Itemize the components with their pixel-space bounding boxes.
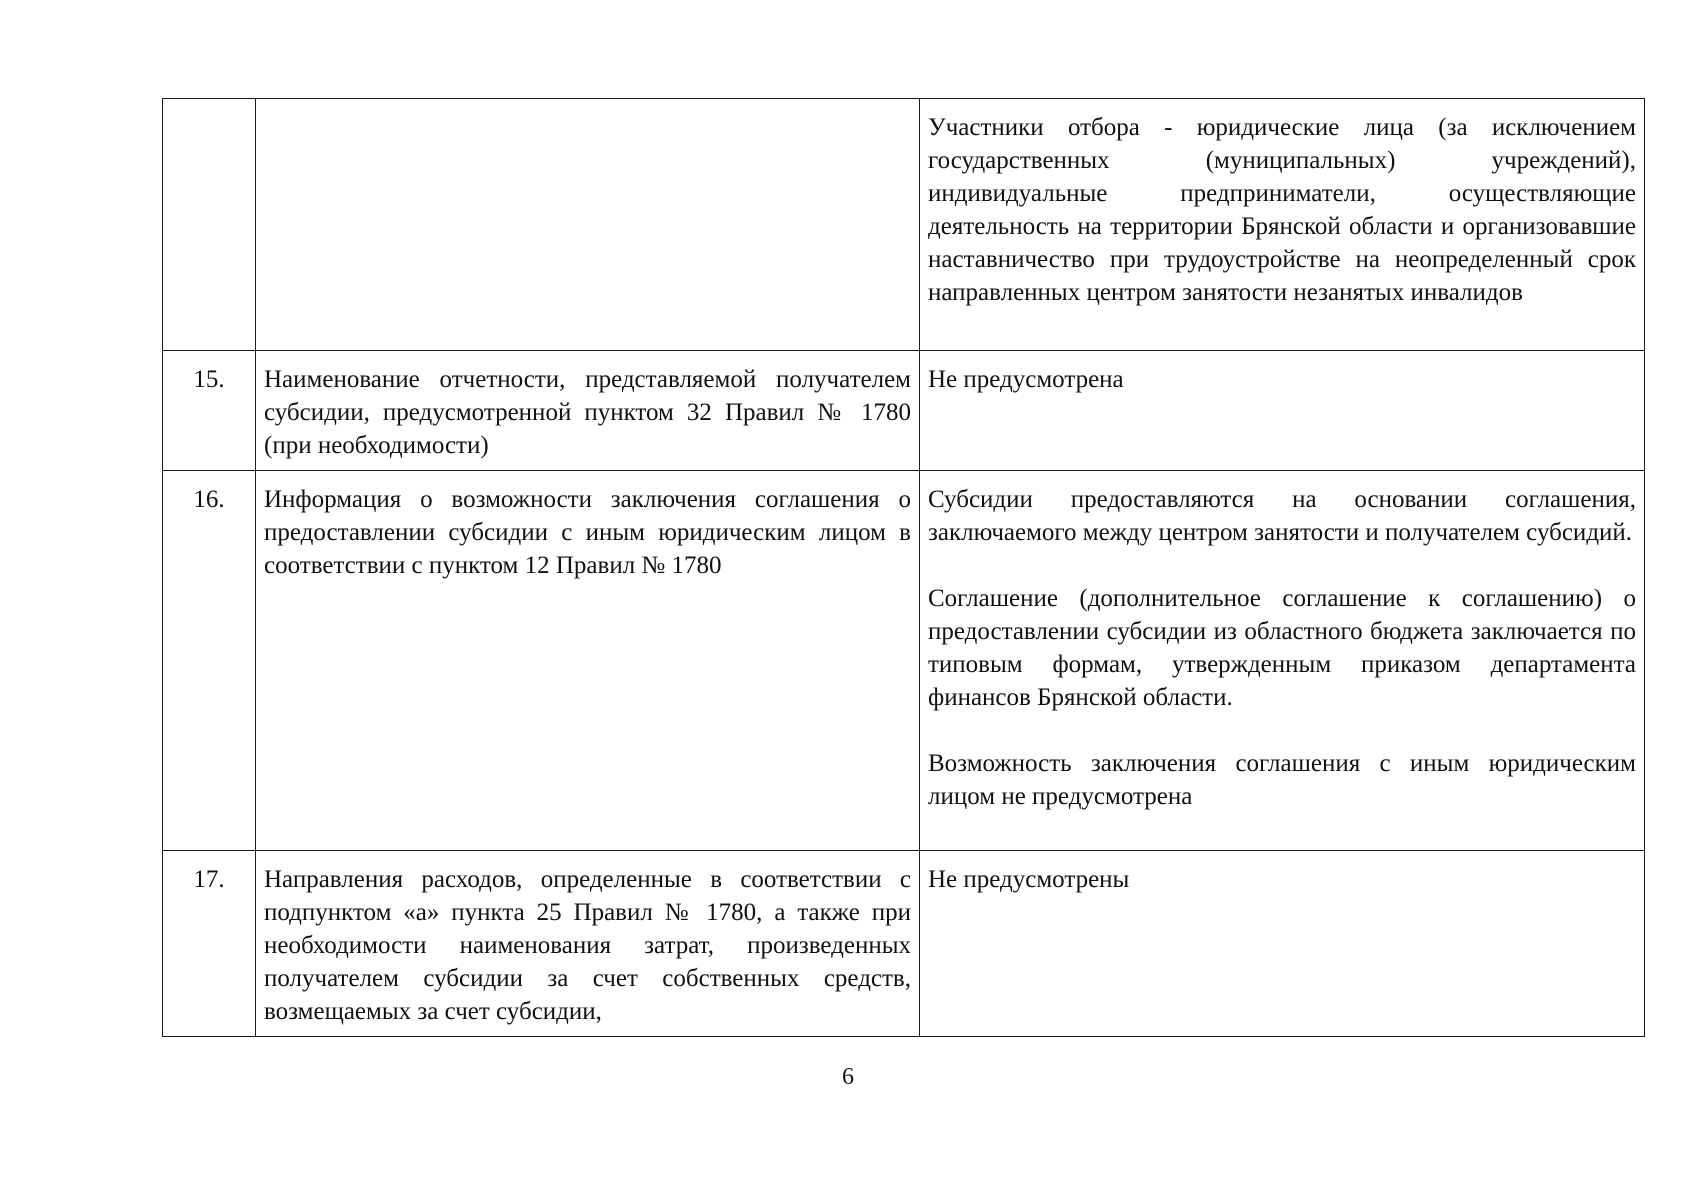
row-name-cell: Направления расходов, определенные в соответствии с подпунктом «а» пункта 25 Правил № 1780, а также при необходимости наименования затрат, произведенных получателем субсидии за счет собственных средств, возмещаемых за счет субсидии, [256, 851, 920, 1037]
value-paragraph: Соглашение (дополнительное соглашение к соглашению) о предоставлении субсидии из областного бюджета заключается по типовым формам, утвержденным приказом департамента финансов Брянской области. [928, 585, 1636, 711]
value-paragraph: Возможность заключения соглашения с иным юридическим лицом не предусмотрена [928, 750, 1636, 810]
row-name-cell: Наименование отчетности, представляемой получателем субсидии, предусмотренной пунктом 32 Правил № 1780 (при необходимости) [256, 351, 920, 471]
row-number-cell: 17. [163, 851, 256, 1037]
page-number: 6 [842, 1064, 854, 1090]
row-number-cell: 15. [163, 351, 256, 471]
value-paragraph: Не предусмотрена [928, 366, 1124, 393]
table-row [163, 99, 1645, 351]
table-row [163, 471, 1645, 851]
row-name-cell [256, 99, 920, 351]
row-number-cell: 16. [163, 471, 256, 851]
row-value-cell [920, 351, 1645, 471]
row-name-cell: Информация о возможности заключения соглашения о предоставлении субсидии с иным юридическим лицом в соответствии с пунктом 12 Правил № 1780 [256, 471, 920, 851]
table-row [163, 851, 1645, 1037]
row-value-cell [920, 471, 1645, 851]
row-value-cell [920, 851, 1645, 1037]
document-table [162, 98, 1645, 1037]
value-paragraph: Участники отбора - юридические лица (за исключением государственных (муниципальных) учреждений), индивидуальные предприниматели, осуществляющие деятельность на территории Брянской области и организовавшие наставничество при трудоустройстве на неопределенный срок направленных центром занятости незанятых инвалидов [928, 114, 1636, 306]
row-number-cell [163, 99, 256, 351]
value-paragraph: Не предусмотрены [928, 866, 1130, 893]
row-value-cell [920, 99, 1645, 351]
table-row [163, 351, 1645, 471]
value-paragraph: Субсидии предоставляются на основании соглашения, заключаемого между центром занятости и получателем субсидий. [928, 486, 1636, 546]
